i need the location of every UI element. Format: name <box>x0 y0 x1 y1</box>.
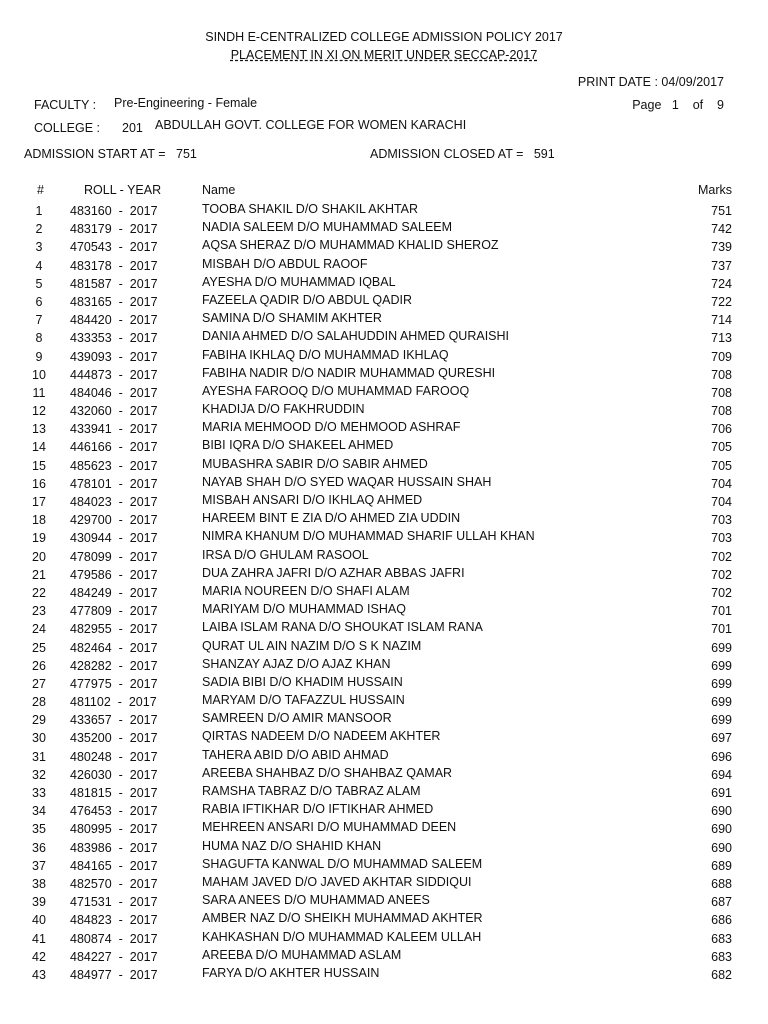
row-roll-year: 481815 - 2017 <box>70 786 158 800</box>
row-index: 21 <box>32 567 46 582</box>
row-name: FAZEELA QADIR D/O ABDUL QADIR <box>202 292 413 307</box>
row-name: HAREEM BINT E ZIA D/O AHMED ZIA UDDIN <box>202 511 461 526</box>
row-name: MEHREEN ANSARI D/O MUHAMMAD DEEN <box>202 820 457 835</box>
row-marks: 709 <box>711 349 732 364</box>
row-index: 12 <box>32 404 46 419</box>
row-roll-year: 484977 - 2017 <box>70 967 158 982</box>
column-header-name: Name <box>202 183 236 197</box>
row-roll-year: 480248 - 2017 <box>70 749 158 764</box>
faculty-value: Pre-Engineering - Female <box>114 96 258 110</box>
table-row <box>0 857 768 875</box>
row-index: 25 <box>32 640 46 655</box>
table-row <box>0 639 768 657</box>
table-row <box>0 911 768 929</box>
document-subtitle: PLACEMENT IN XI ON MERIT UNDER SECCAP-2017 <box>230 48 538 62</box>
row-index: 18 <box>32 513 46 528</box>
row-roll-year: 483160 - 2017 <box>70 204 158 218</box>
page-label: Page <box>632 98 662 112</box>
row-name: AREEBA SHAHBAZ D/O SHAHBAZ QAMAR <box>202 765 453 780</box>
list-header <box>0 183 768 199</box>
table-row <box>0 784 768 802</box>
row-roll-year: 435200 - 2017 <box>70 731 158 746</box>
row-index: 22 <box>32 585 46 600</box>
row-index: 32 <box>32 767 46 782</box>
table-row <box>0 693 768 711</box>
row-roll-year: 446166 - 2017 <box>70 440 158 455</box>
row-roll-year: 482464 - 2017 <box>70 640 158 655</box>
row-marks: 690 <box>711 804 732 819</box>
row-marks: 701 <box>711 604 732 619</box>
row-name: NADIA SALEEM D/O MUHAMMAD SALEEM <box>202 220 453 235</box>
row-marks: 691 <box>711 786 732 800</box>
row-name: AMBER NAZ D/O SHEIKH MUHAMMAD AKHTER <box>202 911 483 926</box>
table-row <box>0 238 768 256</box>
row-roll-year: 481587 - 2017 <box>70 276 158 291</box>
row-index: 33 <box>32 786 46 800</box>
row-name: KAHKASHAN D/O MUHAMMAD KALEEM ULLAH <box>202 929 482 944</box>
college-name: ABDULLAH GOVT. COLLEGE FOR WOMEN KARACHI <box>155 118 467 132</box>
table-row <box>0 293 768 311</box>
row-index: 36 <box>32 840 46 855</box>
row-roll-year: 432060 - 2017 <box>70 404 158 419</box>
row-roll-year: 430944 - 2017 <box>70 531 158 546</box>
row-marks: 703 <box>711 531 732 546</box>
table-row <box>0 511 768 529</box>
table-row <box>0 966 768 984</box>
row-name: TAHERA ABID D/O ABID AHMAD <box>202 747 389 762</box>
table-row <box>0 402 768 420</box>
page-number: 1 <box>671 98 679 112</box>
row-roll-year: 483165 - 2017 <box>70 294 158 309</box>
row-roll-year: 484249 - 2017 <box>70 585 158 600</box>
row-roll-year: 484165 - 2017 <box>70 858 158 873</box>
row-marks: 701 <box>711 622 732 637</box>
row-roll-year: 482570 - 2017 <box>70 876 158 891</box>
row-name: FARYA D/O AKHTER HUSSAIN <box>202 965 380 980</box>
row-index: 5 <box>35 276 43 291</box>
table-row <box>0 893 768 911</box>
row-roll-year: 483986 - 2017 <box>70 840 158 855</box>
row-name: SADIA BIBI D/O KHADIM HUSSAIN <box>202 674 403 689</box>
document-title: SINDH E-CENTRALIZED COLLEGE ADMISSION POLICY 2017 <box>205 30 563 44</box>
table-row <box>0 602 768 620</box>
table-row <box>0 493 768 511</box>
row-roll-year: 477809 - 2017 <box>70 604 158 619</box>
row-index: 38 <box>32 876 46 891</box>
row-index: 26 <box>32 658 46 673</box>
table-row <box>0 948 768 966</box>
row-marks: 708 <box>711 404 732 419</box>
table-row <box>0 420 768 438</box>
row-name: DUA ZAHRA JAFRI D/O AZHAR ABBAS JAFRI <box>202 565 465 580</box>
row-index: 16 <box>32 476 46 491</box>
row-marks: 742 <box>711 222 732 237</box>
row-marks: 686 <box>711 913 732 928</box>
table-row <box>0 529 768 547</box>
row-marks: 706 <box>711 422 732 437</box>
row-marks: 702 <box>711 549 732 564</box>
row-index: 35 <box>32 822 46 837</box>
row-index: 15 <box>32 458 46 473</box>
row-name: AYESHA D/O MUHAMMAD IQBAL <box>202 274 396 289</box>
row-name: SHANZAY AJAZ D/O AJAZ KHAN <box>202 656 391 671</box>
row-marks: 694 <box>711 767 732 782</box>
row-marks: 703 <box>711 513 732 528</box>
table-row <box>0 839 768 857</box>
row-marks: 704 <box>711 495 732 509</box>
row-index: 14 <box>32 440 46 455</box>
row-roll-year: 483178 - 2017 <box>70 258 158 273</box>
row-roll-year: 433353 - 2017 <box>70 331 158 346</box>
row-roll-year: 428282 - 2017 <box>70 658 158 673</box>
row-marks: 696 <box>711 749 732 764</box>
row-roll-year: 480874 - 2017 <box>70 931 158 946</box>
admission-start: ADMISSION START AT = 751 <box>24 147 197 161</box>
row-name: HUMA NAZ D/O SHAHID KHAN <box>202 838 382 853</box>
row-marks: 683 <box>711 949 732 964</box>
row-marks: 682 <box>711 967 732 982</box>
row-marks: 699 <box>711 695 732 710</box>
row-roll-year: 484023 - 2017 <box>70 495 158 509</box>
row-name: BIBI IQRA D/O SHAKEEL AHMED <box>202 438 394 453</box>
row-name: MAHAM JAVED D/O JAVED AKHTAR SIDDIQUI <box>202 874 472 889</box>
row-index: 4 <box>35 258 43 273</box>
table-row <box>0 930 768 948</box>
table-row <box>0 329 768 347</box>
row-marks: 689 <box>711 858 732 873</box>
row-index: 40 <box>32 913 46 928</box>
row-name: SHAGUFTA KANWAL D/O MUHAMMAD SALEEM <box>202 856 483 871</box>
row-roll-year: 429700 - 2017 <box>70 513 158 528</box>
row-name: MARIA NOUREEN D/O SHAFI ALAM <box>202 583 410 598</box>
table-row <box>0 311 768 329</box>
row-marks: 690 <box>711 822 732 837</box>
row-marks: 687 <box>711 895 732 910</box>
row-name: FABIHA IKHLAQ D/O MUHAMMAD IKHLAQ <box>202 347 449 362</box>
row-marks: 699 <box>711 640 732 655</box>
print-date: PRINT DATE : 04/09/2017 <box>577 75 724 89</box>
row-name: KHADIJA D/O FAKHRUDDIN <box>202 402 365 417</box>
row-marks: 690 <box>711 840 732 855</box>
table-row <box>0 748 768 766</box>
table-row <box>0 820 768 838</box>
row-roll-year: 433941 - 2017 <box>70 422 158 437</box>
row-marks: 697 <box>711 731 732 746</box>
row-index: 42 <box>32 949 46 964</box>
row-marks: 699 <box>711 676 732 691</box>
college-code: 201 <box>122 121 143 135</box>
table-row <box>0 711 768 729</box>
row-index: 6 <box>35 294 43 309</box>
row-name: NIMRA KHANUM D/O MUHAMMAD SHARIF ULLAH KHAN <box>202 529 535 544</box>
table-row <box>0 620 768 638</box>
row-index: 34 <box>32 804 46 819</box>
row-name: MARIYAM D/O MUHAMMAD ISHAQ <box>202 602 406 617</box>
row-marks: 708 <box>711 385 732 400</box>
row-index: 3 <box>35 240 43 255</box>
table-row <box>0 766 768 784</box>
row-roll-year: 478099 - 2017 <box>70 549 158 564</box>
row-name: MISBAH D/O ABDUL RAOOF <box>202 256 368 271</box>
table-row <box>0 566 768 584</box>
row-name: AREEBA D/O MUHAMMAD ASLAM <box>202 947 402 962</box>
row-roll-year: 483179 - 2017 <box>70 222 158 237</box>
row-name: AQSA SHERAZ D/O MUHAMMAD KHALID SHEROZ <box>202 238 499 253</box>
row-index: 39 <box>32 895 46 910</box>
row-index: 2 <box>35 222 43 237</box>
table-row <box>0 802 768 820</box>
row-name: RABIA IFTIKHAR D/O IFTIKHAR AHMED <box>202 802 434 817</box>
row-index: 37 <box>32 858 46 873</box>
row-name: SARA ANEES D/O MUHAMMAD ANEES <box>202 893 430 908</box>
page-indicator <box>632 98 724 112</box>
row-roll-year: 484823 - 2017 <box>70 913 158 928</box>
row-marks: 699 <box>711 658 732 673</box>
table-row <box>0 384 768 402</box>
row-marks: 704 <box>711 476 732 491</box>
table-row <box>0 584 768 602</box>
table-row <box>0 275 768 293</box>
row-roll-year: 481102 - 2017 <box>70 695 157 710</box>
faculty-label: FACULTY : <box>34 98 97 112</box>
row-index: 27 <box>32 676 46 691</box>
row-name: SAMREEN D/O AMIR MANSOOR <box>202 711 392 726</box>
row-roll-year: 470543 - 2017 <box>70 240 158 255</box>
column-header-roll: ROLL - YEAR <box>84 183 162 197</box>
merit-list <box>0 202 768 984</box>
row-index: 23 <box>32 604 46 619</box>
row-marks: 714 <box>711 313 732 328</box>
row-name: FABIHA NADIR D/O NADIR MUHAMMAD QURESHI <box>202 365 496 380</box>
row-marks: 702 <box>711 585 732 600</box>
row-name: MARIA MEHMOOD D/O MEHMOOD ASHRAF <box>202 420 461 435</box>
row-name: SAMINA D/O SHAMIM AKHTER <box>202 311 382 326</box>
row-marks: 705 <box>711 440 732 455</box>
table-row <box>0 257 768 275</box>
row-roll-year: 433657 - 2017 <box>70 713 158 728</box>
table-row <box>0 457 768 475</box>
row-index: 7 <box>35 313 43 328</box>
row-name: QIRTAS NADEEM D/O NADEEM AKHTER <box>202 729 441 744</box>
row-index: 17 <box>32 495 46 509</box>
college-label: COLLEGE : <box>34 121 100 135</box>
row-roll-year: 480995 - 2017 <box>70 822 158 837</box>
table-row <box>0 348 768 366</box>
table-row <box>0 729 768 747</box>
row-name: AYESHA FAROOQ D/O MUHAMMAD FAROOQ <box>202 383 470 398</box>
row-name: DANIA AHMED D/O SALAHUDDIN AHMED QURAISHI <box>202 329 510 344</box>
table-row <box>0 220 768 238</box>
page-of: of <box>692 98 704 112</box>
row-index: 1 <box>35 204 43 218</box>
row-name: QURAT UL AIN NAZIM D/O S K NAZIM <box>202 638 422 653</box>
row-marks: 713 <box>711 331 732 346</box>
row-roll-year: 426030 - 2017 <box>70 767 158 782</box>
row-roll-year: 478101 - 2017 <box>70 476 158 491</box>
row-index: 43 <box>32 967 46 982</box>
row-name: RAMSHA TABRAZ D/O TABRAZ ALAM <box>202 784 421 798</box>
row-index: 29 <box>32 713 46 728</box>
table-row <box>0 438 768 456</box>
table-row <box>0 675 768 693</box>
row-marks: 688 <box>711 876 732 891</box>
row-index: 19 <box>32 531 46 546</box>
row-roll-year: 484420 - 2017 <box>70 313 158 328</box>
row-roll-year: 439093 - 2017 <box>70 349 158 364</box>
row-roll-year: 482955 - 2017 <box>70 622 158 637</box>
table-row <box>0 475 768 493</box>
page-total: 9 <box>717 98 724 112</box>
row-roll-year: 477975 - 2017 <box>70 676 158 691</box>
row-name: MUBASHRA SABIR D/O SABIR AHMED <box>202 456 428 471</box>
row-name: TOOBA SHAKIL D/O SHAKIL AKHTAR <box>202 202 419 216</box>
row-roll-year: 484227 - 2017 <box>70 949 158 964</box>
row-index: 13 <box>32 422 46 437</box>
row-index: 30 <box>32 731 46 746</box>
row-marks: 722 <box>711 294 732 309</box>
table-row <box>0 875 768 893</box>
column-header-index: # <box>37 183 44 197</box>
row-roll-year: 484046 - 2017 <box>70 385 158 400</box>
row-name: IRSA D/O GHULAM RASOOL <box>202 547 369 562</box>
row-marks: 739 <box>711 240 732 255</box>
table-row <box>0 202 768 220</box>
row-roll-year: 476453 - 2017 <box>70 804 158 819</box>
row-name: LAIBA ISLAM RANA D/O SHOUKAT ISLAM RANA <box>202 620 483 635</box>
row-index: 31 <box>32 749 46 764</box>
row-marks: 683 <box>711 931 732 946</box>
row-index: 24 <box>32 622 46 637</box>
row-index: 41 <box>32 931 46 946</box>
row-marks: 699 <box>711 713 732 728</box>
table-row <box>0 548 768 566</box>
row-index: 28 <box>32 695 46 710</box>
row-marks: 724 <box>711 276 732 291</box>
row-marks: 708 <box>711 367 732 382</box>
table-row <box>0 657 768 675</box>
row-roll-year: 471531 - 2017 <box>70 895 158 910</box>
row-marks: 705 <box>711 458 732 473</box>
row-index: 10 <box>32 367 46 382</box>
row-index: 9 <box>35 349 43 364</box>
row-name: MARYAM D/O TAFAZZUL HUSSAIN <box>202 693 405 708</box>
row-marks: 737 <box>711 258 732 273</box>
row-marks: 751 <box>711 204 732 218</box>
row-index: 20 <box>32 549 46 564</box>
table-row <box>0 366 768 384</box>
row-roll-year: 485623 - 2017 <box>70 458 158 473</box>
row-index: 11 <box>32 385 46 400</box>
row-roll-year: 444873 - 2017 <box>70 367 158 382</box>
column-header-marks: Marks <box>697 183 732 197</box>
row-roll-year: 479586 - 2017 <box>70 567 158 582</box>
row-index: 8 <box>35 331 43 346</box>
row-name: MISBAH ANSARI D/O IKHLAQ AHMED <box>202 493 423 507</box>
row-marks: 702 <box>711 567 732 582</box>
admission-closed: ADMISSION CLOSED AT = 591 <box>370 147 555 161</box>
row-name: NAYAB SHAH D/O SYED WAQAR HUSSAIN SHAH <box>202 474 492 489</box>
